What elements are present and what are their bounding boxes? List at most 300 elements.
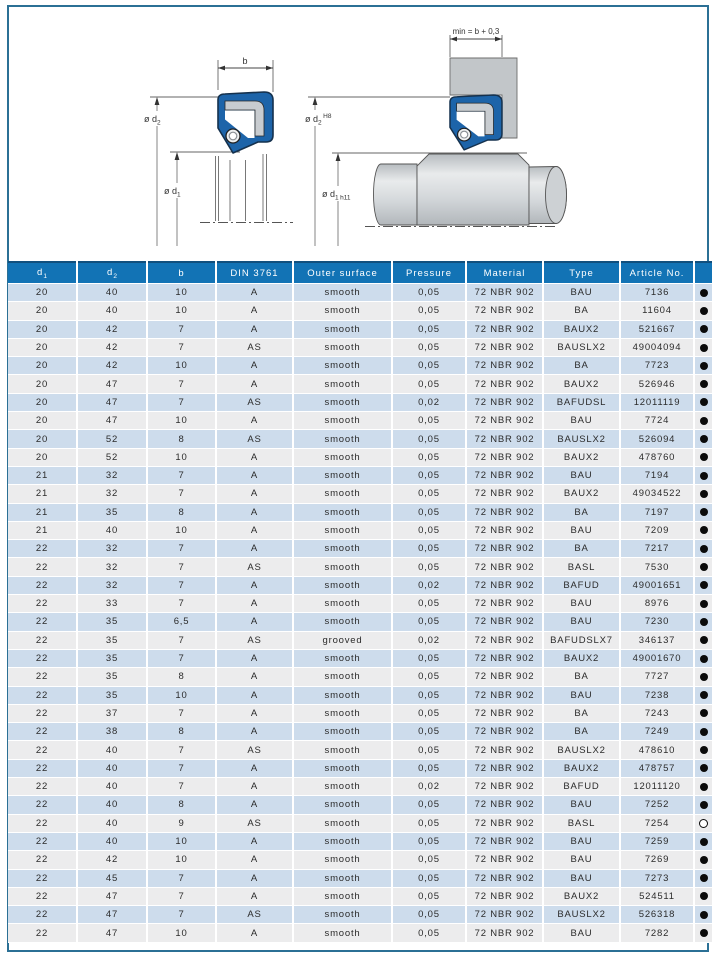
col-header-din: DIN 3761	[216, 262, 293, 284]
cell-b: 9	[147, 814, 216, 832]
cell-d2: 35	[77, 613, 147, 631]
cell-outer-surface: smooth	[293, 412, 392, 430]
table-row	[8, 284, 712, 302]
cell-d1: 21	[8, 466, 77, 484]
cell-din: A	[216, 869, 293, 887]
cell-pressure: 0,05	[392, 832, 466, 850]
cell-type: BAUSLX2	[543, 338, 620, 356]
cell-article-no: 7254	[620, 814, 694, 832]
table-row	[8, 412, 712, 430]
cell-article-no: 7249	[620, 723, 694, 741]
table-row	[8, 521, 712, 539]
cell-d1: 22	[8, 906, 77, 924]
cell-availability	[694, 778, 712, 796]
cell-pressure: 0,05	[392, 796, 466, 814]
cell-b: 10	[147, 357, 216, 375]
cell-b: 7	[147, 320, 216, 338]
cell-article-no: 7230	[620, 613, 694, 631]
cell-d1: 22	[8, 869, 77, 887]
cell-article-no: 11604	[620, 302, 694, 320]
cell-pressure: 0,05	[392, 759, 466, 777]
cell-type: BAUX2	[543, 320, 620, 338]
right-installation-drawing	[303, 27, 567, 246]
cell-d1: 22	[8, 832, 77, 850]
cell-d2: 35	[77, 649, 147, 667]
cell-d2: 40	[77, 832, 147, 850]
cell-pressure: 0,05	[392, 649, 466, 667]
cell-d1: 22	[8, 814, 77, 832]
cell-type: BAU	[543, 613, 620, 631]
cell-d1: 22	[8, 631, 77, 649]
cell-b: 8	[147, 430, 216, 448]
cell-d2: 47	[77, 375, 147, 393]
table-row	[8, 704, 712, 722]
cell-d1: 22	[8, 576, 77, 594]
cell-din: AS	[216, 558, 293, 576]
cell-material: 72 NBR 902	[466, 741, 543, 759]
availability-dot-filled	[700, 526, 708, 534]
cell-availability	[694, 887, 712, 905]
cell-pressure: 0,05	[392, 613, 466, 631]
cell-d1: 21	[8, 485, 77, 503]
cell-availability	[694, 540, 712, 558]
cell-pressure: 0,05	[392, 668, 466, 686]
cell-outer-surface: smooth	[293, 796, 392, 814]
cell-d2: 40	[77, 521, 147, 539]
cell-availability	[694, 649, 712, 667]
cell-d2: 52	[77, 430, 147, 448]
cell-material: 72 NBR 902	[466, 448, 543, 466]
cell-b: 7	[147, 576, 216, 594]
cell-d1: 22	[8, 851, 77, 869]
cell-article-no: 49001651	[620, 576, 694, 594]
cell-d2: 32	[77, 558, 147, 576]
cell-b: 7	[147, 558, 216, 576]
cell-pressure: 0,05	[392, 338, 466, 356]
cell-din: AS	[216, 393, 293, 411]
availability-dot-filled	[700, 325, 708, 333]
table-row	[8, 595, 712, 613]
cell-outer-surface: smooth	[293, 338, 392, 356]
cell-type: BA	[543, 302, 620, 320]
cell-din: A	[216, 924, 293, 942]
cell-material: 72 NBR 902	[466, 357, 543, 375]
table-row	[8, 796, 712, 814]
cell-din: A	[216, 704, 293, 722]
cell-pressure: 0,05	[392, 466, 466, 484]
col-header-pressure: Pressure	[392, 262, 466, 284]
cell-din: A	[216, 796, 293, 814]
seal-cross-section	[218, 92, 273, 153]
table-row	[8, 503, 712, 521]
shaft	[365, 154, 567, 227]
availability-dot-filled	[700, 545, 708, 553]
cell-article-no: 8976	[620, 595, 694, 613]
table-row	[8, 613, 712, 631]
cell-availability	[694, 558, 712, 576]
cell-material: 72 NBR 902	[466, 595, 543, 613]
cell-pressure: 0,05	[392, 521, 466, 539]
cell-outer-surface: smooth	[293, 448, 392, 466]
cell-d2: 33	[77, 595, 147, 613]
cell-article-no: 7269	[620, 851, 694, 869]
cell-material: 72 NBR 902	[466, 466, 543, 484]
cell-din: A	[216, 302, 293, 320]
availability-dot-filled	[700, 508, 708, 516]
cell-material: 72 NBR 902	[466, 704, 543, 722]
cell-pressure: 0,05	[392, 723, 466, 741]
cell-din: A	[216, 485, 293, 503]
cell-article-no: 7273	[620, 869, 694, 887]
cell-d2: 35	[77, 631, 147, 649]
cell-article-no: 7197	[620, 503, 694, 521]
cell-availability	[694, 338, 712, 356]
cell-pressure: 0,05	[392, 686, 466, 704]
cell-outer-surface: smooth	[293, 723, 392, 741]
cell-availability	[694, 503, 712, 521]
cell-b: 7	[147, 759, 216, 777]
col-header-d1: $d_1$	[8, 262, 77, 284]
cell-b: 8	[147, 503, 216, 521]
table-row	[8, 320, 712, 338]
min-extension-lines	[450, 35, 502, 57]
table-row	[8, 759, 712, 777]
cell-pressure: 0,05	[392, 448, 466, 466]
cell-pressure: 0,02	[392, 576, 466, 594]
cell-din: AS	[216, 906, 293, 924]
cell-availability	[694, 631, 712, 649]
col-header-material: Material	[466, 262, 543, 284]
cell-pressure: 0,05	[392, 851, 466, 869]
cell-material: 72 NBR 902	[466, 906, 543, 924]
cell-article-no: 49004094	[620, 338, 694, 356]
table-row	[8, 814, 712, 832]
cell-outer-surface: smooth	[293, 320, 392, 338]
cell-article-no: 7238	[620, 686, 694, 704]
cell-material: 72 NBR 902	[466, 887, 543, 905]
cell-d2: 45	[77, 869, 147, 887]
table-row	[8, 302, 712, 320]
cell-type: BAUX2	[543, 649, 620, 667]
cell-outer-surface: smooth	[293, 284, 392, 302]
availability-dot-filled	[700, 600, 708, 608]
cell-availability	[694, 430, 712, 448]
d1-prefix: ø d	[164, 186, 178, 196]
cell-availability	[694, 485, 712, 503]
cell-material: 72 NBR 902	[466, 832, 543, 850]
table-row	[8, 686, 712, 704]
availability-dot-filled	[700, 307, 708, 315]
cell-outer-surface: smooth	[293, 668, 392, 686]
cell-b: 7	[147, 869, 216, 887]
cell-material: 72 NBR 902	[466, 375, 543, 393]
cell-d1: 20	[8, 412, 77, 430]
cell-din: A	[216, 668, 293, 686]
availability-dot-filled	[700, 673, 708, 681]
cell-d1: 22	[8, 686, 77, 704]
cell-d2: 47	[77, 412, 147, 430]
cell-outer-surface: grooved	[293, 631, 392, 649]
cell-type: BAU	[543, 796, 620, 814]
cell-type: BAUX2	[543, 448, 620, 466]
cell-b: 8	[147, 723, 216, 741]
cell-pressure: 0,05	[392, 302, 466, 320]
cell-b: 7	[147, 631, 216, 649]
cell-type: BA	[543, 723, 620, 741]
cell-availability	[694, 704, 712, 722]
cell-material: 72 NBR 902	[466, 613, 543, 631]
cell-b: 7	[147, 649, 216, 667]
cell-b: 6,5	[147, 613, 216, 631]
cell-article-no: 7727	[620, 668, 694, 686]
cell-pressure: 0,05	[392, 357, 466, 375]
cell-outer-surface: smooth	[293, 869, 392, 887]
cell-din: AS	[216, 338, 293, 356]
cell-d2: 42	[77, 851, 147, 869]
cell-b: 7	[147, 906, 216, 924]
table-row	[8, 576, 712, 594]
cell-article-no: 7282	[620, 924, 694, 942]
cell-material: 72 NBR 902	[466, 796, 543, 814]
cell-availability	[694, 869, 712, 887]
cell-type: BAUX2	[543, 759, 620, 777]
cell-material: 72 NBR 902	[466, 631, 543, 649]
cell-type: BAFUDSL	[543, 393, 620, 411]
cell-outer-surface: smooth	[293, 466, 392, 484]
d2-sub: 2	[318, 119, 322, 127]
cell-d2: 40	[77, 778, 147, 796]
cell-availability	[694, 595, 712, 613]
cell-d2: 42	[77, 338, 147, 356]
d1-prefix: ø d	[322, 189, 336, 199]
technical-drawings	[0, 0, 720, 258]
cell-outer-surface: smooth	[293, 613, 392, 631]
cell-din: A	[216, 503, 293, 521]
cell-d2: 47	[77, 393, 147, 411]
cell-pressure: 0,05	[392, 503, 466, 521]
cell-din: A	[216, 448, 293, 466]
col-header-d2: $d_2$	[77, 262, 147, 284]
cell-b: 7	[147, 485, 216, 503]
cell-availability	[694, 814, 712, 832]
availability-dot-filled	[700, 856, 708, 864]
cell-article-no: 7259	[620, 832, 694, 850]
cell-type: BAU	[543, 686, 620, 704]
cell-material: 72 NBR 902	[466, 814, 543, 832]
installed-seal-cross-section	[450, 95, 502, 150]
cell-d2: 47	[77, 906, 147, 924]
table-row	[8, 723, 712, 741]
cell-d2: 35	[77, 668, 147, 686]
availability-dot-filled	[700, 435, 708, 443]
cell-type: BAUX2	[543, 887, 620, 905]
cell-material: 72 NBR 902	[466, 430, 543, 448]
cell-article-no: 526946	[620, 375, 694, 393]
availability-dot-filled	[700, 618, 708, 626]
cell-din: A	[216, 759, 293, 777]
cell-pressure: 0,05	[392, 924, 466, 942]
cell-d2: 37	[77, 704, 147, 722]
availability-dot-filled	[700, 801, 708, 809]
availability-dot-filled	[700, 911, 708, 919]
shaft-middle-section	[417, 154, 529, 225]
cell-outer-surface: smooth	[293, 430, 392, 448]
availability-dot-filled	[700, 380, 708, 388]
cell-article-no: 526094	[620, 430, 694, 448]
cell-type: BAU	[543, 466, 620, 484]
cell-d2: 42	[77, 357, 147, 375]
cell-d1: 22	[8, 887, 77, 905]
cell-d1: 22	[8, 723, 77, 741]
d2-tolerance: H8	[323, 113, 332, 120]
table-row	[8, 485, 712, 503]
cell-d1: 22	[8, 759, 77, 777]
cell-material: 72 NBR 902	[466, 503, 543, 521]
table-row	[8, 869, 712, 887]
cell-availability	[694, 851, 712, 869]
cell-availability	[694, 375, 712, 393]
cell-article-no: 7530	[620, 558, 694, 576]
cell-din: A	[216, 412, 293, 430]
cell-availability	[694, 668, 712, 686]
availability-dot-filled	[700, 929, 708, 937]
cell-d1: 22	[8, 668, 77, 686]
cell-material: 72 NBR 902	[466, 869, 543, 887]
cell-type: BA	[543, 357, 620, 375]
shaft-left-section	[374, 164, 417, 225]
cell-outer-surface: smooth	[293, 851, 392, 869]
cell-article-no: 7194	[620, 466, 694, 484]
availability-dot-filled	[700, 581, 708, 589]
cell-d2: 52	[77, 448, 147, 466]
availability-dot-filled	[700, 563, 708, 571]
cell-din: A	[216, 649, 293, 667]
availability-dot-filled	[700, 728, 708, 736]
cell-material: 72 NBR 902	[466, 521, 543, 539]
d2-sub: 2	[157, 119, 161, 127]
cell-article-no: 521667	[620, 320, 694, 338]
cell-d2: 40	[77, 796, 147, 814]
availability-dot-filled	[700, 417, 708, 425]
col-header-outer-surface: Outer surface	[293, 262, 392, 284]
cell-type: BAU	[543, 869, 620, 887]
cell-type: BA	[543, 704, 620, 722]
cell-din: A	[216, 851, 293, 869]
availability-dot-filled	[700, 362, 708, 370]
cell-d1: 21	[8, 503, 77, 521]
table-row	[8, 924, 712, 942]
cell-d2: 32	[77, 466, 147, 484]
cell-outer-surface: smooth	[293, 704, 392, 722]
cell-outer-surface: smooth	[293, 302, 392, 320]
cell-type: BAU	[543, 412, 620, 430]
cell-pressure: 0,05	[392, 412, 466, 430]
availability-dot-filled	[700, 764, 708, 772]
cell-availability	[694, 521, 712, 539]
cell-type: BAFUD	[543, 778, 620, 796]
cell-d2: 38	[77, 723, 147, 741]
cell-d1: 22	[8, 540, 77, 558]
cell-b: 10	[147, 302, 216, 320]
cell-d1: 20	[8, 338, 77, 356]
availability-dot-filled	[700, 838, 708, 846]
cell-d1: 20	[8, 375, 77, 393]
cell-pressure: 0,02	[392, 393, 466, 411]
cell-material: 72 NBR 902	[466, 540, 543, 558]
cell-outer-surface: smooth	[293, 393, 392, 411]
cell-article-no: 7243	[620, 704, 694, 722]
cell-material: 72 NBR 902	[466, 302, 543, 320]
cell-din: A	[216, 887, 293, 905]
cell-d2: 47	[77, 924, 147, 942]
table-row	[8, 778, 712, 796]
cell-availability	[694, 393, 712, 411]
cell-d1: 22	[8, 595, 77, 613]
cell-material: 72 NBR 902	[466, 485, 543, 503]
cell-d2: 32	[77, 540, 147, 558]
cell-article-no: 524511	[620, 887, 694, 905]
availability-dot-filled	[700, 655, 708, 663]
table-row	[8, 430, 712, 448]
table-body	[8, 284, 712, 943]
cell-outer-surface: smooth	[293, 595, 392, 613]
cell-type: BAU	[543, 521, 620, 539]
cell-type: BAU	[543, 851, 620, 869]
cell-din: A	[216, 320, 293, 338]
d1-sub: 1	[177, 191, 181, 199]
cell-d1: 22	[8, 558, 77, 576]
shaft-outline-lines	[216, 154, 267, 221]
cell-type: BAFUD	[543, 576, 620, 594]
cell-outer-surface: smooth	[293, 649, 392, 667]
cell-pressure: 0,05	[392, 284, 466, 302]
cell-pressure: 0,05	[392, 869, 466, 887]
cell-din: A	[216, 375, 293, 393]
cell-b: 10	[147, 448, 216, 466]
cell-material: 72 NBR 902	[466, 412, 543, 430]
cell-pressure: 0,05	[392, 375, 466, 393]
table-row	[8, 466, 712, 484]
availability-dot-filled	[700, 398, 708, 406]
cell-type: BAU	[543, 832, 620, 850]
availability-dot-filled	[700, 344, 708, 352]
cell-type: BASL	[543, 558, 620, 576]
cell-din: A	[216, 595, 293, 613]
table-row	[8, 631, 712, 649]
cell-availability	[694, 448, 712, 466]
cell-pressure: 0,05	[392, 485, 466, 503]
availability-dot-filled	[700, 783, 708, 791]
cell-article-no: 7252	[620, 796, 694, 814]
cell-availability	[694, 832, 712, 850]
cell-b: 7	[147, 375, 216, 393]
cell-availability	[694, 759, 712, 777]
cell-outer-surface: smooth	[293, 686, 392, 704]
cell-outer-surface: smooth	[293, 832, 392, 850]
cell-d1: 22	[8, 796, 77, 814]
cell-b: 7	[147, 595, 216, 613]
cell-availability	[694, 924, 712, 942]
cell-article-no: 7217	[620, 540, 694, 558]
cell-b: 10	[147, 412, 216, 430]
cell-b: 7	[147, 887, 216, 905]
cell-din: A	[216, 284, 293, 302]
cell-type: BA	[543, 668, 620, 686]
d2-arrow	[155, 97, 160, 105]
cell-d2: 35	[77, 503, 147, 521]
cell-b: 10	[147, 832, 216, 850]
cell-type: BAUX2	[543, 485, 620, 503]
